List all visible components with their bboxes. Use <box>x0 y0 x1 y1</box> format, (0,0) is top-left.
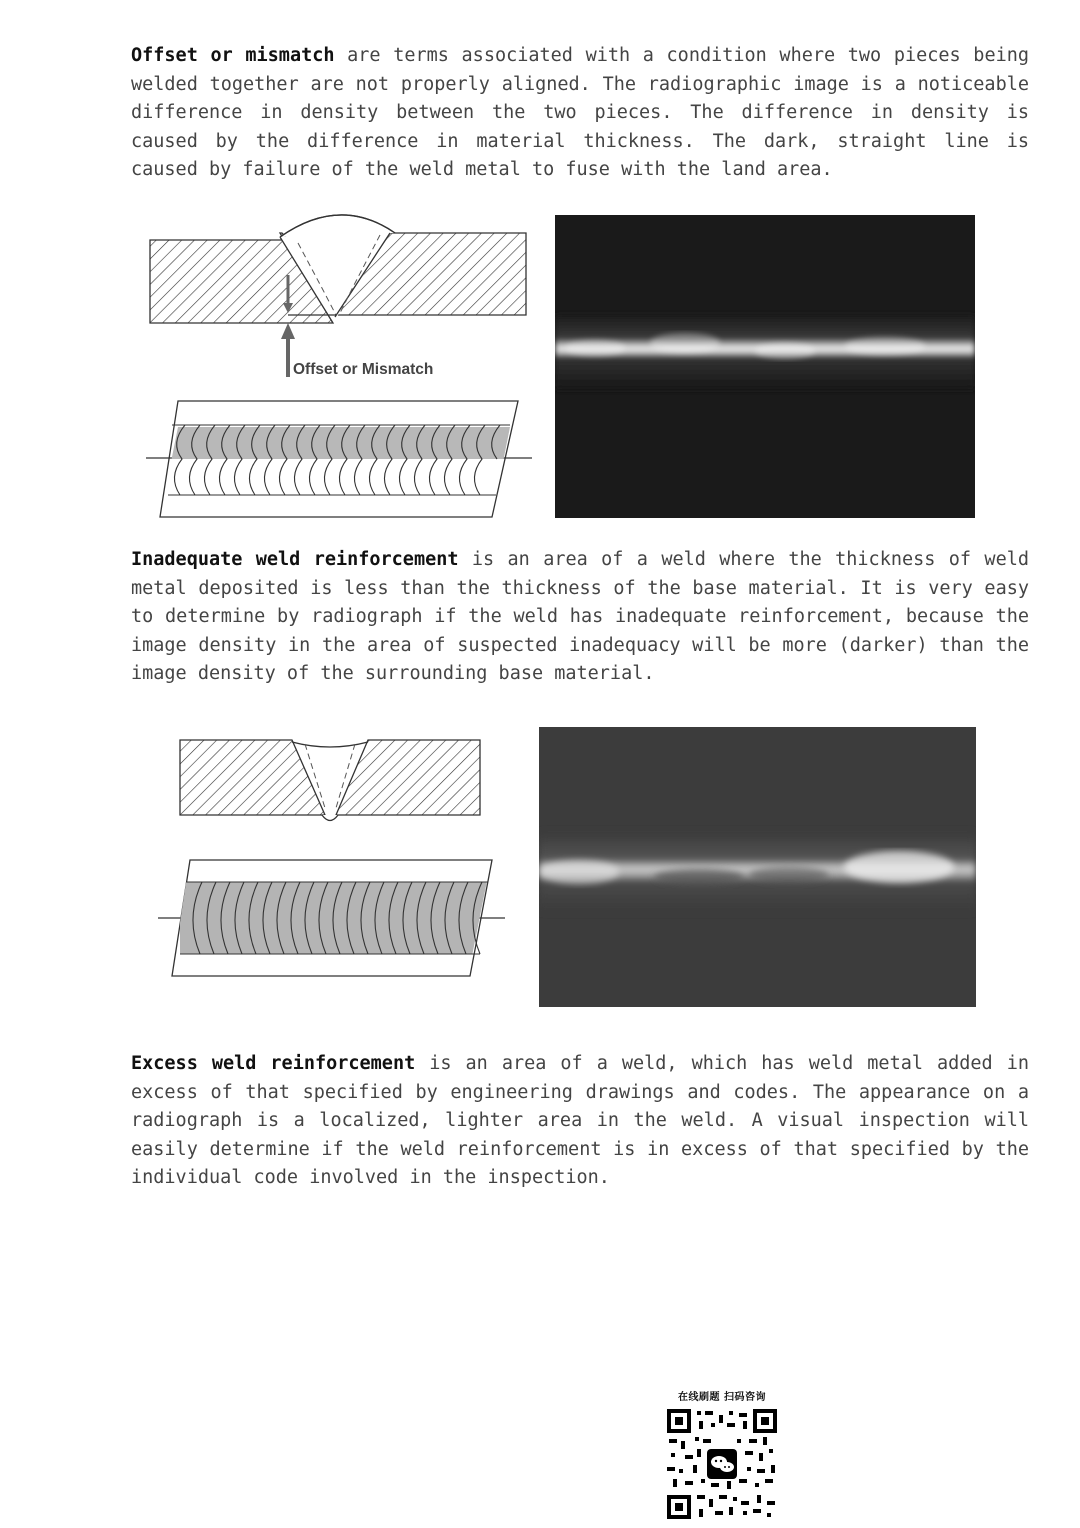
paragraph-inadequate-reinforcement <box>131 546 1029 689</box>
offset-mismatch-label: Offset or Mismatch <box>293 361 434 378</box>
offset-mismatch-diagram <box>140 205 540 525</box>
paragraph-offset-mismatch <box>131 42 1029 185</box>
term-offset-mismatch: Offset or mismatch <box>131 45 335 66</box>
paragraph-excess-reinforcement <box>131 1050 1029 1193</box>
paragraph-body: is an area of a weld, which has weld metal added in excess of that specified by engineering drawings and codes. The appearance on a radiograph is a localized, lighter area in the weld. A visual inspection will easily determine if the weld reinforcement is in excess of that specified by the individual code involved in the inspection. <box>131 1053 1029 1188</box>
inadequate-reinforcement-diagram <box>150 730 520 985</box>
paragraph-body: is an area of a weld where the thickness of weld metal deposited is less than the thickness of the base material. It is very easy to determine by radiograph if the weld has inadequate reinforcement, because the image density in the area of suspected inadequacy will be more (darker) than the image density of the surrounding base material. <box>131 549 1029 684</box>
qr-code-icon[interactable] <box>667 1409 777 1519</box>
term-excess-reinforcement: Excess weld reinforcement <box>131 1053 416 1074</box>
offset-mismatch-radiograph <box>555 215 975 518</box>
qr-block <box>660 1388 784 1519</box>
term-inadequate-reinforcement: Inadequate weld reinforcement <box>131 549 459 570</box>
qr-caption: 在线刷题 扫码咨询 <box>678 1392 766 1403</box>
paragraph-body: are terms associated with a condition where two pieces being welded together are not properly aligned. The radiographic image is a noticeable difference in density between the two pieces. The difference in density is caused by the difference in material thickness. The dark, straight line is caused by failure of the weld metal to fuse with the land area. <box>131 45 1029 180</box>
inadequate-reinforcement-radiograph <box>539 727 976 1007</box>
